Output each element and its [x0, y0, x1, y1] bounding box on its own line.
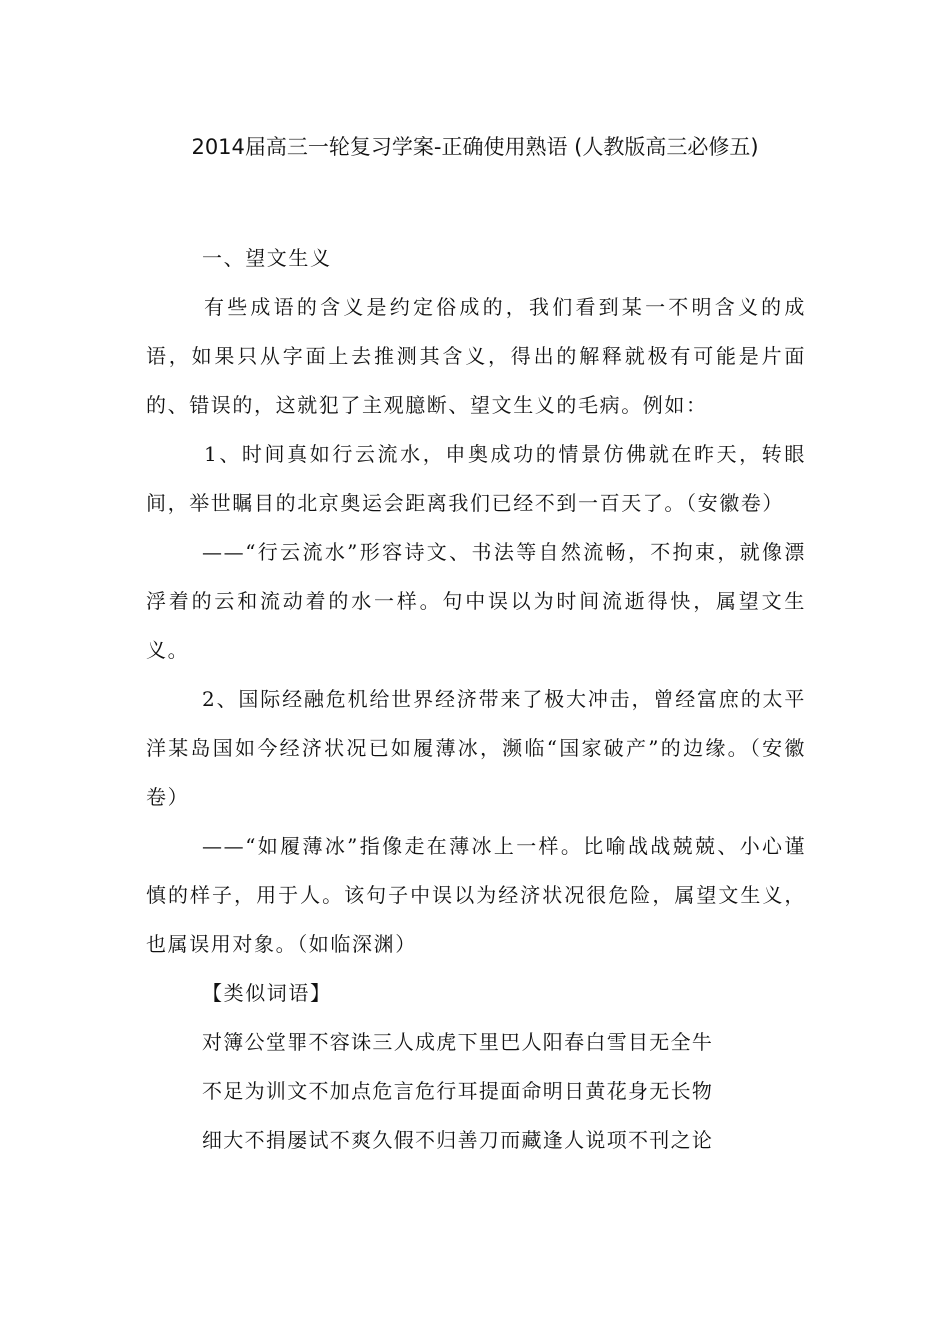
section-heading: 一、望文生义	[202, 246, 332, 270]
example-2: 2、国际经融危机给世界经济带来了极大冲击，曾经富庶的太平洋某岛国如今经济状况已如履薄冰，濒临“国家破产”的边缘。（安徽卷）	[146, 687, 806, 809]
document-title: 2014届高三一轮复习学案-正确使用熟语 (人教版高三必修五)	[191, 135, 759, 159]
similar-words-line: 对簿公堂罪不容诛三人成虎下里巴人阳春白雪目无全牛	[202, 1030, 714, 1054]
similar-words-heading: 【类似词语】	[202, 981, 332, 1005]
document-body	[146, 234, 806, 1165]
similar-words-line: 不足为训文不加点危言危行耳提面命明日黄花身无长物	[202, 1079, 714, 1103]
similar-words-line: 细大不捐屡试不爽久假不归善刀而藏逢人说项不刊之论	[202, 1128, 714, 1152]
example-1: 1、时间真如行云流水，申奥成功的情景仿佛就在昨天，转眼间，举世瞩目的北京奥运会距离我们已经不到一百天了。（安徽卷）	[146, 442, 806, 515]
explanation-2: ——“如履薄冰”指像走在薄冰上一样。比喻战战兢兢、小心谨慎的样子，用于人。该句子中误以为经济状况很危险，属望文生义，也属误用对象。（如临深渊）	[146, 834, 806, 956]
intro-paragraph: 有些成语的含义是约定俗成的，我们看到某一不明含义的成语，如果只从字面上去推测其含义，得出的解释就极有可能是片面的、错误的，这就犯了主观臆断、望文生义的毛病。例如：	[146, 295, 806, 417]
explanation-1: ——“行云流水”形容诗文、书法等自然流畅，不拘束，就像漂浮着的云和流动着的水一样。句中误以为时间流逝得快，属望文生义。	[146, 540, 806, 662]
